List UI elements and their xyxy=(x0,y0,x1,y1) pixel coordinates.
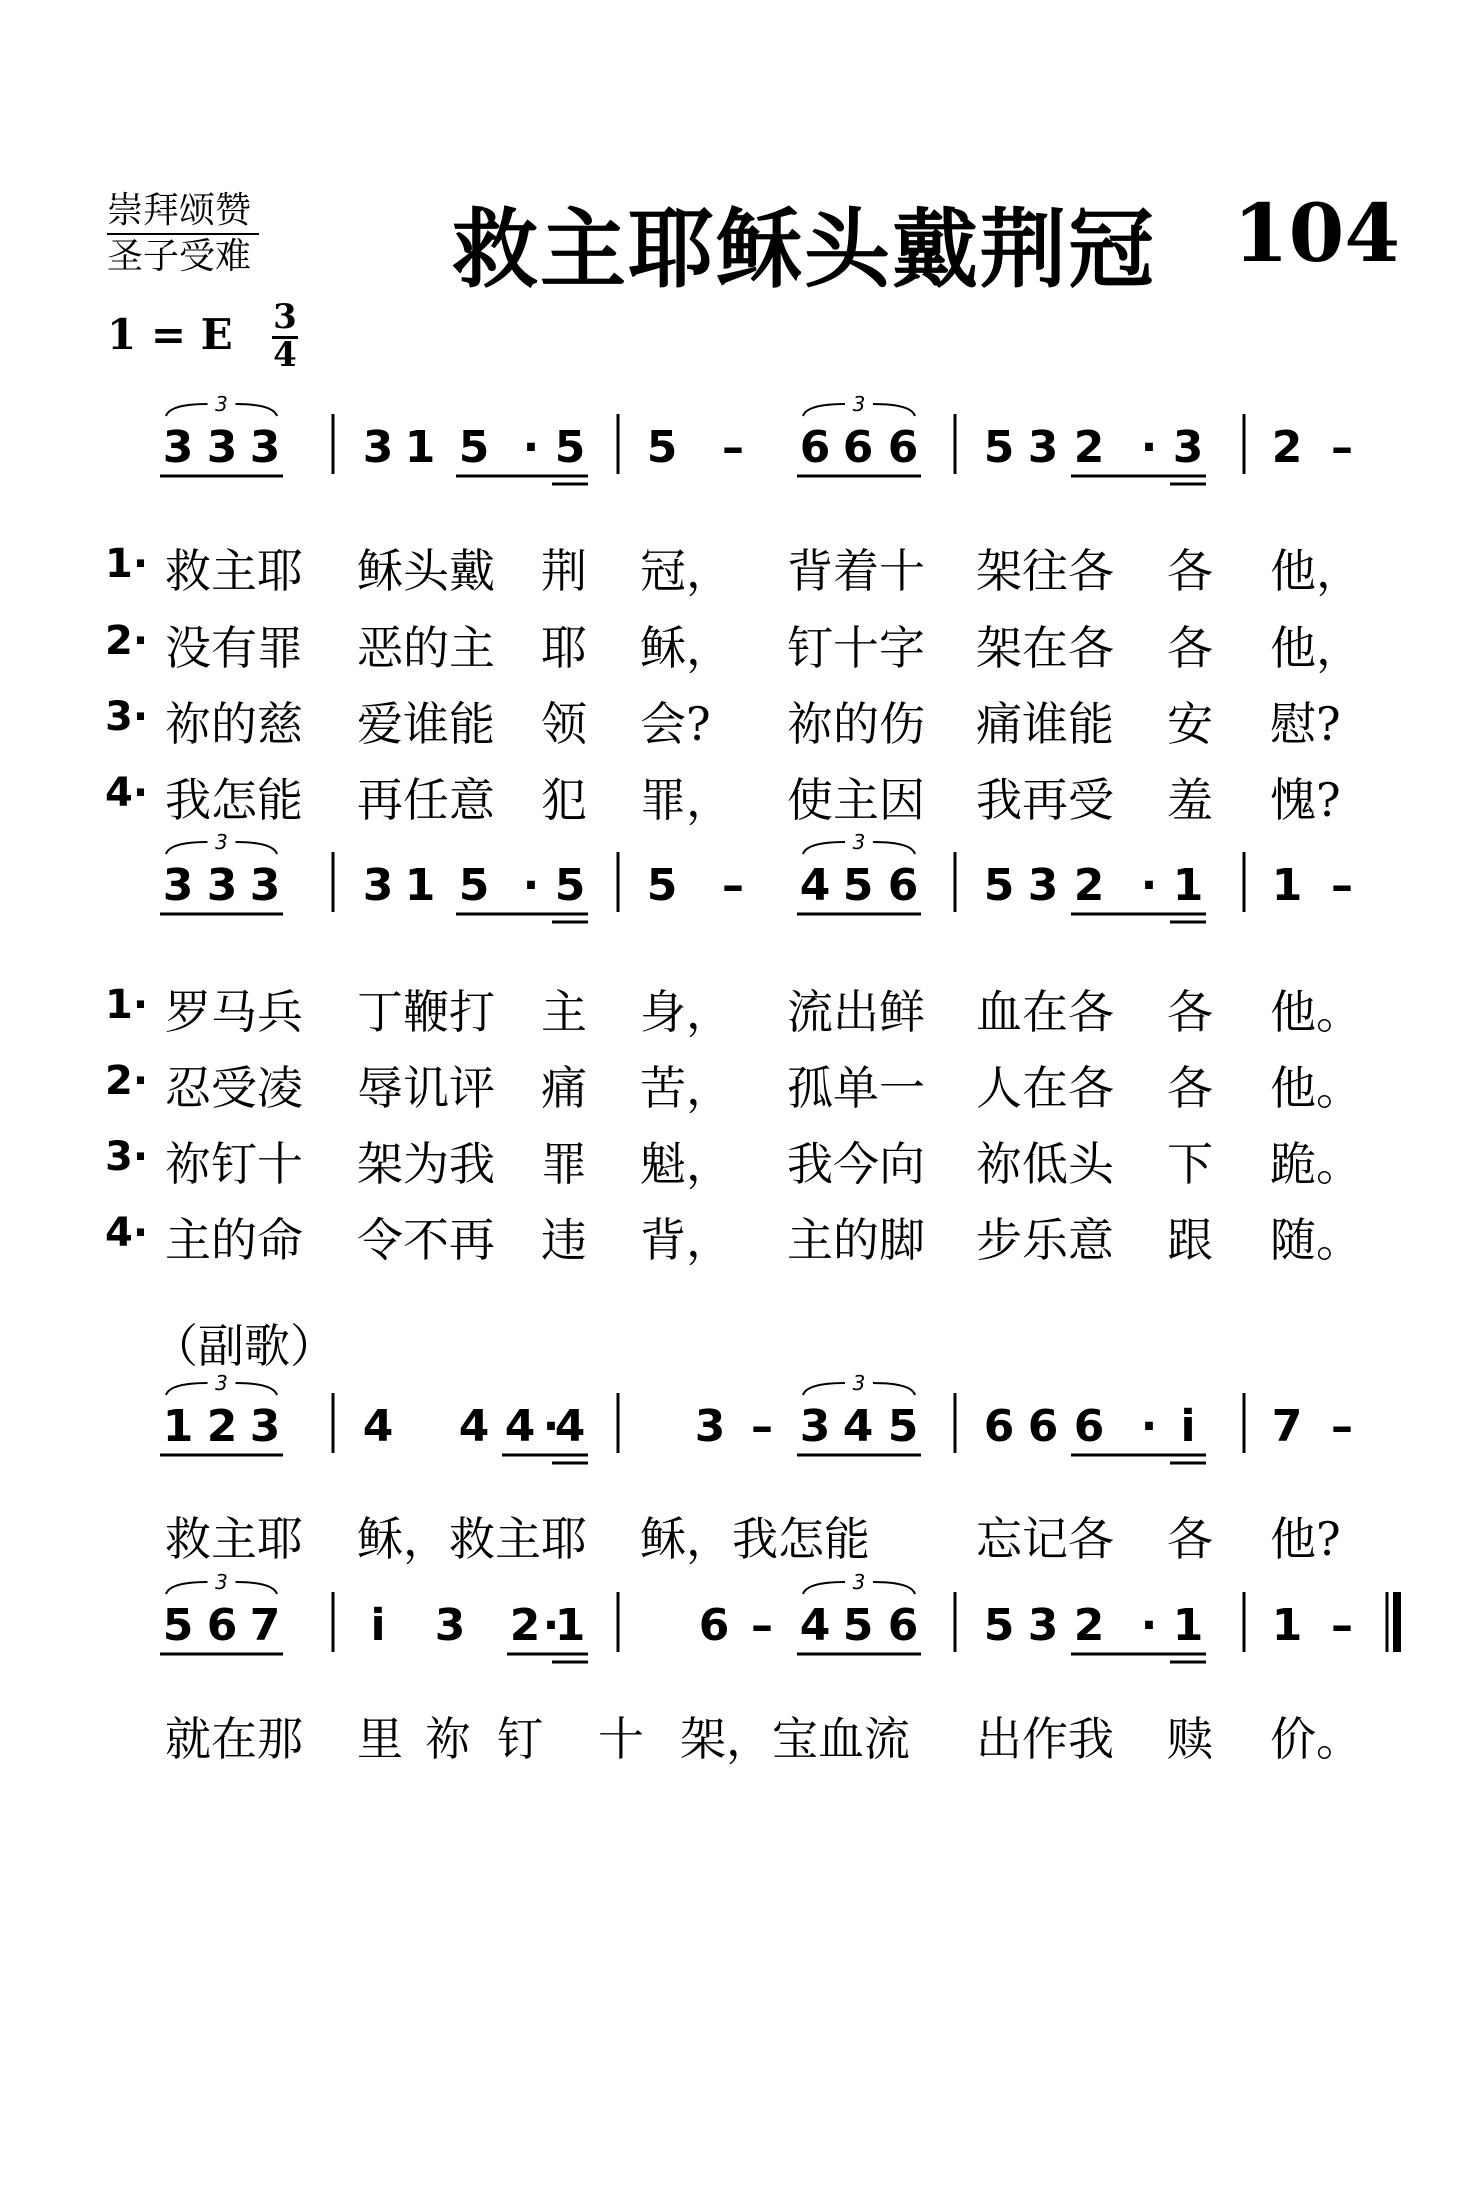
note: · xyxy=(1140,1600,1158,1651)
tuplet-arc xyxy=(803,1582,845,1594)
lyric-syllable: 孤单一 xyxy=(787,1061,925,1115)
lyric-syllable: 主 xyxy=(541,985,587,1039)
lyric-syllable: 耶 xyxy=(541,621,587,675)
lyric-syllable: 领 xyxy=(541,697,587,751)
note: 6 xyxy=(1073,1401,1105,1452)
note: 5 xyxy=(842,860,874,911)
lyric-syllable: 出作我 xyxy=(976,1712,1114,1766)
tuplet-number: 3 xyxy=(852,830,866,854)
lyric-syllable: 各 xyxy=(1167,1512,1213,1566)
lyric-syllable: 他? xyxy=(1270,1512,1341,1566)
lyric-syllable: 没有罪 xyxy=(165,621,303,675)
note: 6 xyxy=(887,422,919,473)
lyric-syllable: 下 xyxy=(1167,1137,1213,1191)
note: 5 xyxy=(646,422,678,473)
note: i̇ xyxy=(1180,1401,1196,1452)
verse-number: 2· xyxy=(105,1058,149,1104)
lyric-syllable: 苦， xyxy=(640,1061,732,1115)
note: 1 xyxy=(1172,860,1204,911)
tuplet-arc xyxy=(236,1582,278,1594)
lyric-syllable: 爱谁能 xyxy=(357,697,495,751)
note: 2 xyxy=(1073,860,1105,911)
note: – xyxy=(722,422,744,473)
tuplet-number: 3 xyxy=(852,1570,866,1594)
lyric-syllable: 主的命 xyxy=(165,1213,303,1267)
note: 5 xyxy=(162,1600,194,1651)
lyric-syllable: 钉十字 xyxy=(787,621,925,675)
lyric-syllable: 稣， xyxy=(640,621,732,675)
tuplet-arc xyxy=(873,1582,915,1594)
tuplet-arc xyxy=(873,842,915,854)
lyric-syllable: 架往各 xyxy=(976,544,1114,598)
lyric-syllable: 祢低头 xyxy=(976,1137,1114,1191)
lyric-syllable: 各 xyxy=(1167,1061,1213,1115)
note: 3 xyxy=(162,422,194,473)
note: 3 xyxy=(1172,422,1204,473)
tuplet-arc xyxy=(873,1383,915,1395)
note: 6 xyxy=(799,422,831,473)
lyric-syllable: 稣，救主 xyxy=(357,1512,541,1566)
verse-number: 4· xyxy=(105,770,149,816)
lyric-syllable: 架在各 xyxy=(976,621,1114,675)
note: · xyxy=(1140,422,1158,473)
verse-number: 3· xyxy=(105,1134,149,1180)
lyric-syllable: 里 xyxy=(357,1712,403,1766)
note: 5 xyxy=(554,860,586,911)
verse-number: 4· xyxy=(105,1210,149,1256)
note: 3 xyxy=(206,422,238,473)
lyric-syllable: 丁鞭打 xyxy=(357,985,495,1039)
lyric-syllable: 各 xyxy=(1167,985,1213,1039)
note: – xyxy=(1331,1401,1353,1452)
lyric-syllable: 耶 xyxy=(541,1512,587,1566)
note: 3 xyxy=(362,860,394,911)
tuplet-arc xyxy=(803,404,845,416)
lyric-syllable: 罪， xyxy=(640,773,732,827)
note: 1 xyxy=(1172,1600,1204,1651)
category-line-2: 圣子受难 xyxy=(107,236,252,277)
note: 6 xyxy=(206,1600,238,1651)
note: · xyxy=(1140,860,1158,911)
tuplet-arc xyxy=(236,842,278,854)
time-signature-top: 3 xyxy=(273,297,297,337)
note: i̇ xyxy=(370,1600,386,1651)
lyric-syllable: 随。 xyxy=(1270,1213,1362,1267)
category-line-1: 崇拜颂赞 xyxy=(107,190,252,231)
verse-number: 2· xyxy=(105,618,149,664)
note: 1 xyxy=(1271,1600,1303,1651)
lyric-syllable: 祢的伤 xyxy=(787,697,925,751)
note: – xyxy=(1331,1600,1353,1651)
note: 2 xyxy=(1073,422,1105,473)
note: · xyxy=(1140,1401,1158,1452)
lyric-syllable: 稣头戴 xyxy=(357,544,495,598)
note: 3 xyxy=(362,422,394,473)
note: 5 xyxy=(983,1600,1015,1651)
lyric-syllable: 主的脚 xyxy=(787,1213,925,1267)
lyric-syllable: 祢钉十 xyxy=(165,1137,303,1191)
note: · xyxy=(522,860,540,911)
lyric-syllable: 跪。 xyxy=(1270,1137,1362,1191)
note: – xyxy=(722,860,744,911)
lyric-syllable: 稣，我怎能 xyxy=(640,1512,870,1566)
note: 3 xyxy=(1027,422,1059,473)
lyric-syllable: 他。 xyxy=(1270,985,1362,1039)
note: 6 xyxy=(887,860,919,911)
note: 3 xyxy=(434,1600,466,1651)
song-title: 救主耶稣头戴荆冠 xyxy=(452,200,1156,300)
lyric-syllable: 架，宝血流 xyxy=(680,1712,910,1766)
note: – xyxy=(751,1401,773,1452)
note: 4 xyxy=(504,1401,536,1452)
note: 5 xyxy=(983,860,1015,911)
note: 5 xyxy=(646,860,678,911)
lyric-syllable: 身， xyxy=(640,985,732,1039)
lyric-syllable: 慰? xyxy=(1270,697,1341,751)
note: 7 xyxy=(1271,1401,1303,1452)
tuplet-arc xyxy=(873,404,915,416)
lyric-syllable: 犯 xyxy=(541,773,587,827)
tuplet-number: 3 xyxy=(215,1371,228,1395)
key-signature: 1 = E xyxy=(107,310,233,359)
lyric-syllable: 令不再 xyxy=(357,1213,495,1267)
tuplet-number: 3 xyxy=(215,830,228,854)
tuplet-arc xyxy=(803,1383,845,1395)
verse-number: 1· xyxy=(105,982,149,1028)
note: 3 xyxy=(799,1401,831,1452)
note: 5 xyxy=(554,422,586,473)
lyric-syllable: 价。 xyxy=(1270,1712,1362,1766)
lyric-syllable: 罪 xyxy=(541,1137,587,1191)
note: 3 xyxy=(206,860,238,911)
note: 5 xyxy=(458,860,490,911)
lyric-syllable: 痛 xyxy=(541,1061,587,1115)
note: 3 xyxy=(694,1401,726,1452)
lyric-syllable: 背， xyxy=(640,1213,732,1267)
note: 6 xyxy=(698,1600,730,1651)
note: 6 xyxy=(1027,1401,1059,1452)
tuplet-arc xyxy=(166,1383,208,1395)
note: 1 xyxy=(554,1600,586,1651)
lyric-syllable: 祢的慈 xyxy=(165,697,303,751)
lyric-syllable: 辱讥评 xyxy=(357,1061,495,1115)
lyric-syllable: 愧? xyxy=(1270,773,1341,827)
note: 4 xyxy=(458,1401,490,1452)
note: 5 xyxy=(887,1401,919,1452)
lyric-syllable: 血在各 xyxy=(976,985,1114,1039)
lyric-syllable: 恶的主 xyxy=(357,621,495,675)
lyric-syllable: 羞 xyxy=(1167,773,1213,827)
lyric-syllable: 背着十 xyxy=(787,544,925,598)
lyric-syllable: 我今向 xyxy=(787,1137,925,1191)
note: 6 xyxy=(983,1401,1015,1452)
tuplet-arc xyxy=(166,842,208,854)
lyric-syllable: 魁， xyxy=(640,1137,732,1191)
note: 3 xyxy=(162,860,194,911)
lyric-syllable: 使主因 xyxy=(787,773,925,827)
note: · xyxy=(522,422,540,473)
lyric-syllable: 荆 xyxy=(541,544,587,598)
note: 6 xyxy=(887,1600,919,1651)
lyric-syllable: 罗马兵 xyxy=(165,985,303,1039)
tuplet-number: 3 xyxy=(852,1371,866,1395)
lyric-syllable: 安 xyxy=(1167,697,1213,751)
lyric-syllable: 跟 xyxy=(1167,1213,1213,1267)
note: 2 xyxy=(206,1401,238,1452)
note: 5 xyxy=(458,422,490,473)
lyric-syllable: 赎 xyxy=(1167,1712,1213,1766)
lyric-syllable: 流出鲜 xyxy=(787,985,925,1039)
tuplet-number: 3 xyxy=(852,392,866,416)
lyric-syllable: 他， xyxy=(1270,544,1362,598)
lyric-syllable: 各 xyxy=(1167,621,1213,675)
note: 2 xyxy=(509,1600,541,1651)
verse-number: 3· xyxy=(105,694,149,740)
lyric-syllable: 十 xyxy=(598,1712,644,1766)
lyric-syllable: 救主耶 xyxy=(165,1512,303,1566)
lyric-syllable: 救主耶 xyxy=(165,544,303,598)
note: 7 xyxy=(249,1600,281,1651)
lyric-syllable: 步乐意 xyxy=(976,1213,1114,1267)
lyric-syllable: 我怎能 xyxy=(165,773,303,827)
note: 4 xyxy=(362,1401,394,1452)
note: – xyxy=(1331,422,1353,473)
lyric-syllable: 钉 xyxy=(497,1712,543,1766)
lyric-syllable: 忘记各 xyxy=(976,1512,1114,1566)
tuplet-arc xyxy=(166,1582,208,1594)
tuplet-arc xyxy=(236,1383,278,1395)
note: 1 xyxy=(162,1401,194,1452)
tuplet-number: 3 xyxy=(215,1570,228,1594)
lyric-syllable: 架为我 xyxy=(357,1137,495,1191)
note: 5 xyxy=(983,422,1015,473)
note: – xyxy=(1331,860,1353,911)
lyric-syllable: 再任意 xyxy=(357,773,495,827)
note: 5 xyxy=(842,1600,874,1651)
chorus-label: （副歌） xyxy=(152,1319,336,1373)
lyric-syllable: 人在各 xyxy=(976,1061,1114,1115)
tuplet-arc xyxy=(236,404,278,416)
note: 1 xyxy=(404,422,436,473)
verse-number: 1· xyxy=(105,541,149,587)
note: 4 xyxy=(842,1401,874,1452)
lyric-syllable: 他， xyxy=(1270,621,1362,675)
note: 3 xyxy=(249,860,281,911)
note: 4 xyxy=(554,1401,586,1452)
lyric-syllable: 痛谁能 xyxy=(976,697,1114,751)
time-signature-bottom: 4 xyxy=(273,335,297,375)
note: 4 xyxy=(799,1600,831,1651)
lyric-syllable: 各 xyxy=(1167,544,1213,598)
lyric-syllable: 忍受凌 xyxy=(165,1061,303,1115)
note: 3 xyxy=(1027,860,1059,911)
note: · xyxy=(542,1600,560,1651)
note: 2 xyxy=(1073,1600,1105,1651)
lyric-syllable: 他。 xyxy=(1270,1061,1362,1115)
note: 6 xyxy=(842,422,874,473)
note: 2 xyxy=(1271,422,1303,473)
tuplet-arc xyxy=(166,404,208,416)
note: · xyxy=(542,1401,560,1452)
note: 1 xyxy=(404,860,436,911)
note: – xyxy=(751,1600,773,1651)
lyric-syllable: 就在那 xyxy=(165,1712,303,1766)
hymn-number: 104 xyxy=(1233,186,1400,280)
note: 3 xyxy=(249,422,281,473)
lyric-syllable: 我再受 xyxy=(976,773,1114,827)
lyric-syllable: 冠， xyxy=(640,544,732,598)
tuplet-number: 3 xyxy=(215,392,228,416)
note: 3 xyxy=(249,1401,281,1452)
lyric-syllable: 祢 xyxy=(425,1712,471,1766)
tuplet-arc xyxy=(803,842,845,854)
note: 4 xyxy=(799,860,831,911)
note: 1 xyxy=(1271,860,1303,911)
lyric-syllable: 违 xyxy=(541,1213,587,1267)
note: 3 xyxy=(1027,1600,1059,1651)
lyric-syllable: 会? xyxy=(640,697,711,751)
